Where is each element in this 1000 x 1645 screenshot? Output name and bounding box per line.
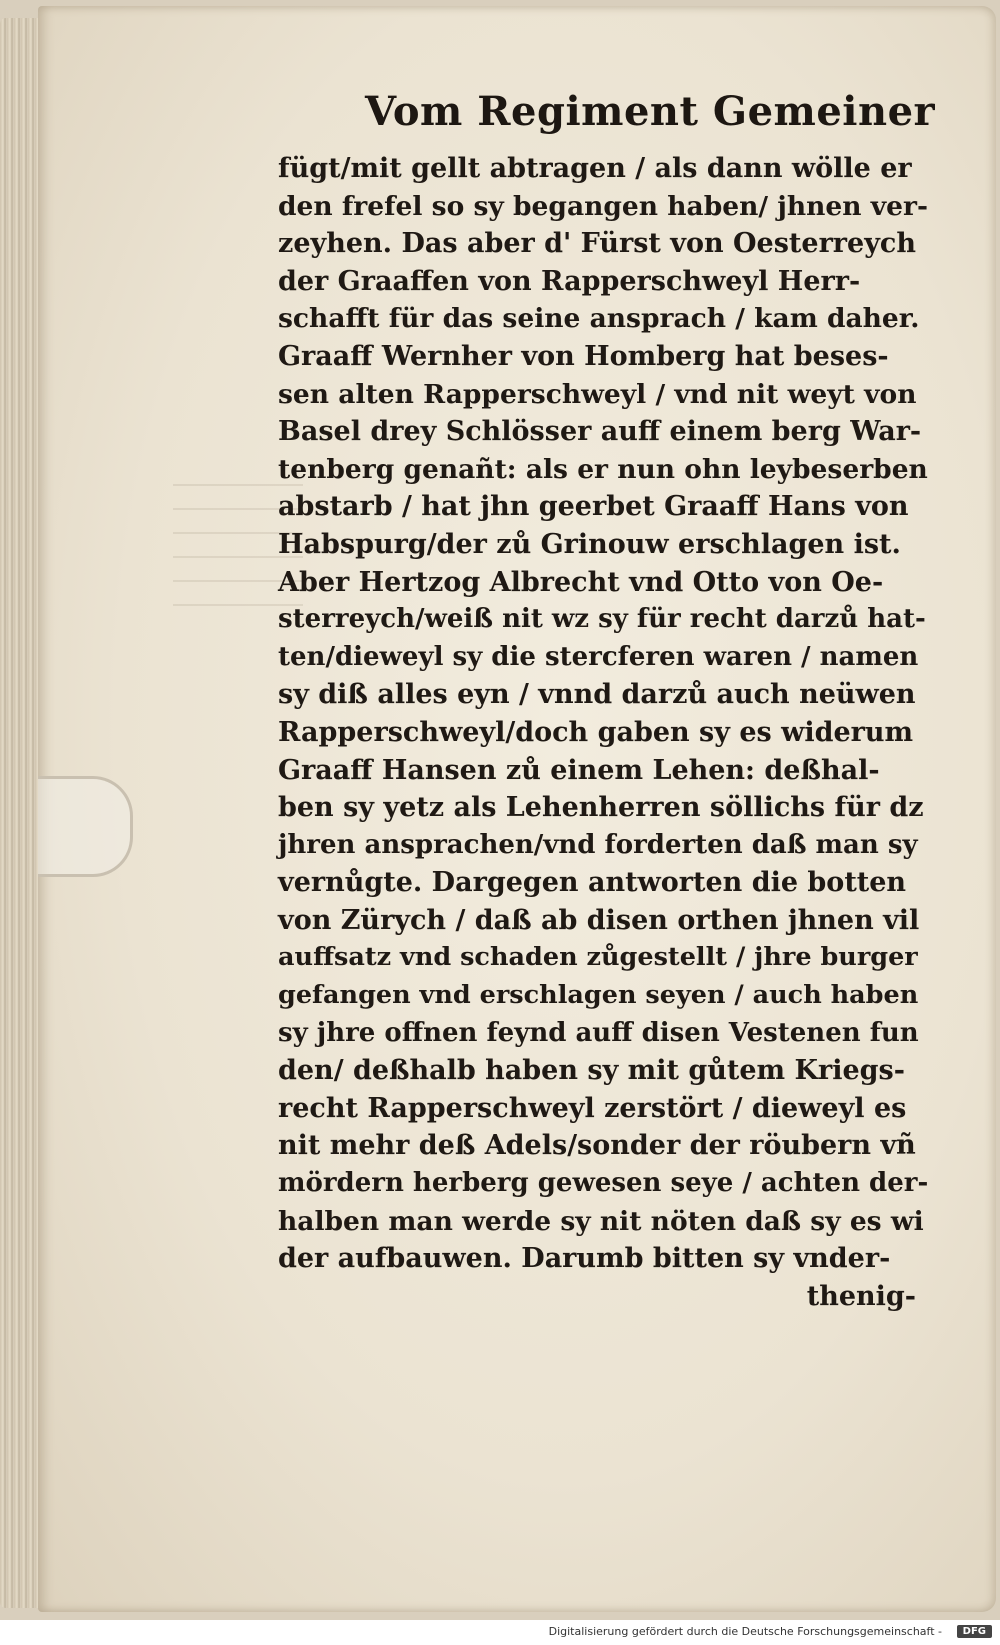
text-line: zeyhen. Das aber d' Fürst von Oesterreych: [278, 228, 916, 260]
text-line: Basel drey Schlösser auff einem berg War-: [278, 416, 922, 448]
text-line: Graaff Wernher von Homberg hat beses-: [278, 340, 889, 372]
text-line: Aber Hertzog Albrecht vnd Otto von Oe-: [278, 566, 884, 598]
text-line: fügt/mit gellt abtragen / als dann wölle er: [278, 153, 912, 184]
text-line: ten/dieweyl sy die stercferen waren / namen: [278, 641, 919, 672]
text-line: abstarb / hat jhn geerbet Graaff Hans von: [278, 491, 909, 523]
text-line: von Zürych / daß ab disen orthen jhnen vil: [278, 904, 920, 936]
text-line: halben man werde sy nit nöten daß sy es wi: [278, 1205, 924, 1237]
paper-clip: [38, 776, 133, 877]
text-line: der Graaffen von Rapperschweyl Herr-: [278, 265, 861, 297]
text-line: schafft für das seine ansprach / kam daher.: [278, 303, 920, 335]
text-line: den frefel so sy begangen haben/ jhnen ver-: [278, 190, 928, 222]
text-line: jhren ansprachen/vnd forderten daß man sy: [278, 829, 918, 860]
text-line: ben sy yetz als Lehenherren söllichs für dz: [278, 792, 924, 824]
text-line: nit mehr deß Adels/sonder der röubern vñ: [278, 1130, 916, 1162]
text-line: den/ deßhalb haben sy mit gůtem Kriegs-: [278, 1055, 905, 1087]
running-header: Vom Regiment Gemeiner: [365, 88, 936, 135]
text-line: auffsatz vnd schaden zůgestellt / jhre burger: [278, 942, 918, 973]
body-text: [278, 150, 928, 1315]
text-line: sterreych/weiß nit wz sy für recht darzů hat-: [278, 604, 926, 635]
text-line: Rapperschweyl/doch gaben sy es widerum: [278, 716, 914, 748]
text-line: sy jhre offnen feynd auff disen Vestenen fun: [278, 1017, 919, 1048]
text-line: sy diß alles eyn / vnnd darzů auch neüwen: [278, 679, 916, 711]
text-line: recht Rapperschweyl zerstört / dieweyl es: [278, 1092, 907, 1124]
text-line: vernůgte. Dargegen antworten die botten: [278, 867, 907, 899]
text-line: Habspurg/der zů Grinouw erschlagen ist.: [278, 528, 901, 560]
text-line: sen alten Rapperschweyl / vnd nit weyt von: [278, 378, 917, 410]
text-line: tenberg genañt: als er nun ohn leybeserben: [278, 453, 928, 485]
text-line: der aufbauwen. Darumb bitten sy vnder-: [278, 1243, 891, 1275]
text-line: mördern herberg gewesen seye / achten der-: [278, 1168, 929, 1199]
digitization-credit: Digitalisierung gefördert durch die Deutsche Forschungsgemeinschaft -: [548, 1625, 942, 1638]
text-line: gefangen vnd erschlagen seyen / auch haben: [278, 980, 919, 1011]
text-line: Graaff Hansen zů einem Lehen: deßhal-: [278, 754, 880, 786]
catchword: thenig-: [806, 1280, 916, 1312]
dfg-logo: DFG: [957, 1625, 992, 1638]
